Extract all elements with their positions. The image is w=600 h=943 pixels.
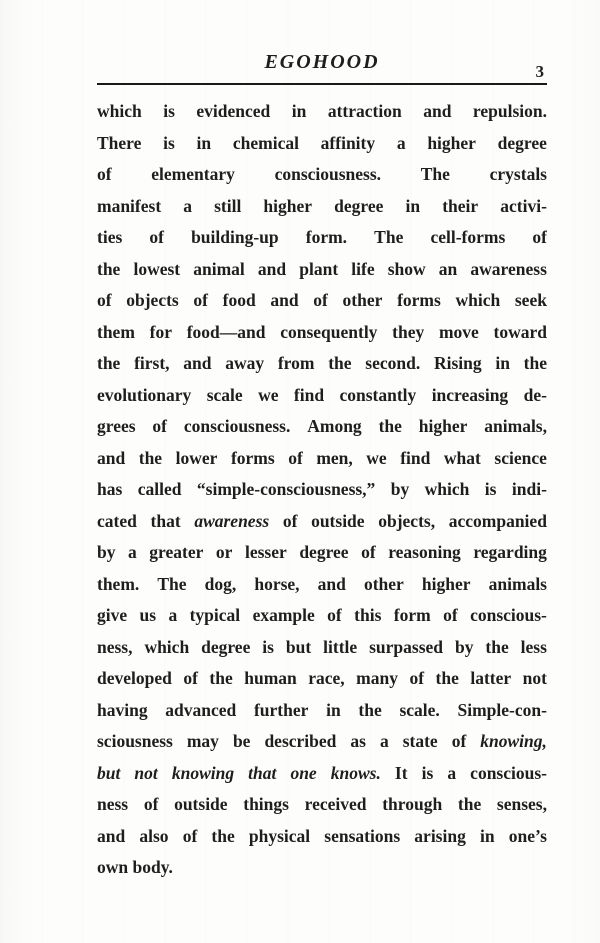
text-line: give us a typical example of this form of conscious- — [97, 605, 547, 625]
text-line: There is in chemical affinity a higher degree — [97, 132, 547, 153]
text-line: but not knowing that one knows. It is a conscious- — [97, 762, 547, 783]
running-head-title: EGOHOOD — [264, 51, 380, 73]
text-line: having advanced further in the scale. Simple-con- — [97, 699, 547, 720]
text-line: cated that awareness of outside objects, accompanied — [97, 510, 547, 531]
text-line: manifest a still higher degree in their activi- — [97, 195, 547, 216]
body-text — [97, 96, 547, 884]
text-line: ness, which degree is but little surpassed by the less — [97, 636, 547, 657]
text-line: of elementary consciousness. The crystals — [97, 164, 547, 184]
page-content — [97, 0, 547, 884]
text-line: by a greater or lesser degree of reasoning regarding — [97, 542, 547, 562]
text-line: the first, and away from the second. Rising in the — [97, 353, 547, 373]
text-line: them for food—and consequently they move toward — [97, 321, 547, 342]
page-header — [97, 0, 547, 81]
text-line: and the lower forms of men, we find what science — [97, 447, 547, 468]
text-line: ties of building-up form. The cell-forms of — [97, 227, 547, 247]
text-line: sciousness may be described as a state of knowing, — [97, 731, 547, 751]
text-line: developed of the human race, many of the latter not — [97, 668, 547, 688]
page-number: 3 — [535, 62, 544, 81]
header-rule-divider — [97, 83, 547, 85]
text-line: has called “simple-consciousness,” by which is indi- — [97, 479, 547, 499]
text-line: ness of outside things received through the senses, — [97, 794, 547, 814]
text-line: and also of the physical sensations arising in one’s — [97, 825, 547, 846]
text-line: the lowest animal and plant life show an awareness — [97, 258, 547, 279]
text-line: own body. — [97, 857, 173, 877]
text-line: of objects of food and of other forms which seek — [97, 290, 547, 310]
text-line: them. The dog, horse, and other higher animals — [97, 573, 547, 594]
text-line: evolutionary scale we find constantly increasing de- — [97, 384, 547, 405]
text-line: which is evidenced in attraction and repulsion. — [97, 101, 547, 121]
text-line: grees of consciousness. Among the higher animals, — [97, 416, 547, 436]
